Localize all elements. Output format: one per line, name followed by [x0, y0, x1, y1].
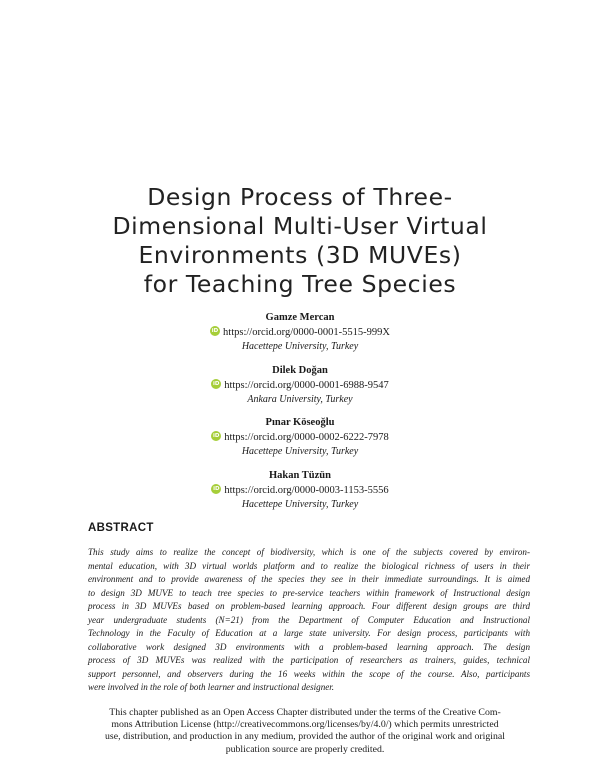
author-name: Hakan Tüzün	[269, 469, 331, 481]
chapter-title	[40, 183, 560, 299]
author-affiliation: Ankara University, Turkey	[247, 393, 353, 405]
orcid-url[interactable]: https://orcid.org/0000-0002-6222-7978	[224, 432, 389, 443]
license-line: mons Attribution License (http://creativecommons.org/licenses/by/4.0/) which permits unrestricted	[111, 719, 499, 731]
orcid-link[interactable]	[0, 484, 600, 499]
author-block	[0, 311, 600, 364]
abstract-body	[88, 546, 530, 695]
abstract-line: mental education, with 3D virtual worlds platform and to realize the biological richness of users in their	[88, 560, 530, 571]
abstract-line: Technology in the Faculty of Education at a large state university. For design process, participants with	[88, 628, 530, 639]
license-line: This chapter published as an Open Access Chapter distributed under the terms of the Creative Com-	[109, 707, 501, 718]
title-line: Design Process of Three-	[147, 183, 453, 211]
orcid-url[interactable]: https://orcid.org/0000-0001-6988-9547	[224, 379, 389, 391]
title-line: Environments (3D MUVEs)	[138, 241, 462, 269]
author-list	[0, 311, 600, 521]
abstract-line: environment and to provide awareness of the species they see in their immediate surroundings. It is aimed	[88, 574, 530, 585]
orcid-link[interactable]	[0, 379, 600, 394]
license-line: use, distribution, and production in any medium, provided the author of the original work and original	[105, 731, 505, 743]
author-block	[0, 469, 600, 522]
abstract-line: year undergraduate students (N=21) from the Department of Computer Education and Instructional	[88, 614, 530, 625]
author-affiliation: Hacettepe University, Turkey	[241, 498, 359, 510]
author-name: Gamze Mercan	[265, 312, 335, 323]
orcid-url[interactable]: https://orcid.org/0000-0001-5515-999X	[223, 327, 390, 338]
abstract-line: collaborative work designed 3D environments with a problem-based learning approach. The design	[88, 641, 530, 652]
abstract-heading: ABSTRACT	[88, 522, 154, 534]
orcid-url[interactable]: https://orcid.org/0000-0003-1153-5556	[224, 484, 389, 496]
author-name: Pınar Köseoğlu	[265, 417, 335, 428]
author-affiliation: Hacettepe University, Turkey	[241, 446, 359, 457]
orcid-link[interactable]	[0, 431, 600, 446]
author-block	[0, 364, 600, 417]
abstract-line: support personnel, and observers during the 16 weeks within the scope of the course. Also, participants	[88, 668, 530, 679]
author-block	[0, 416, 600, 469]
abstract-line: were involved in the role of both learner and instructional designer.	[88, 682, 335, 693]
orcid-icon	[211, 379, 221, 389]
title-line: Dimensional Multi-User Virtual	[112, 212, 488, 240]
license-notice	[80, 707, 530, 756]
author-affiliation: Hacettepe University, Turkey	[241, 341, 359, 352]
orcid-icon	[211, 484, 221, 494]
abstract-line: process in 3D MUVEs based on problem-based learning approach. Four different design groups are third	[88, 601, 530, 612]
title-line: for Teaching Tree Species	[143, 270, 457, 298]
orcid-link[interactable]	[0, 326, 600, 341]
abstract-line: process of 3D MUVEs was realized with the participation of researchers as trainers, guides, technical	[88, 655, 530, 666]
orcid-icon	[211, 431, 221, 441]
author-name: Dilek Doğan	[272, 364, 328, 376]
orcid-icon	[210, 326, 220, 336]
abstract-line: to design 3D MUVE to teach tree species to pre-service teachers within framework of Instructional design	[88, 587, 530, 598]
license-line: publication source are properly credited.	[225, 743, 385, 755]
abstract-line: This study aims to realize the concept of biodiversity, which is one of the subjects covered by environ-	[88, 547, 530, 557]
